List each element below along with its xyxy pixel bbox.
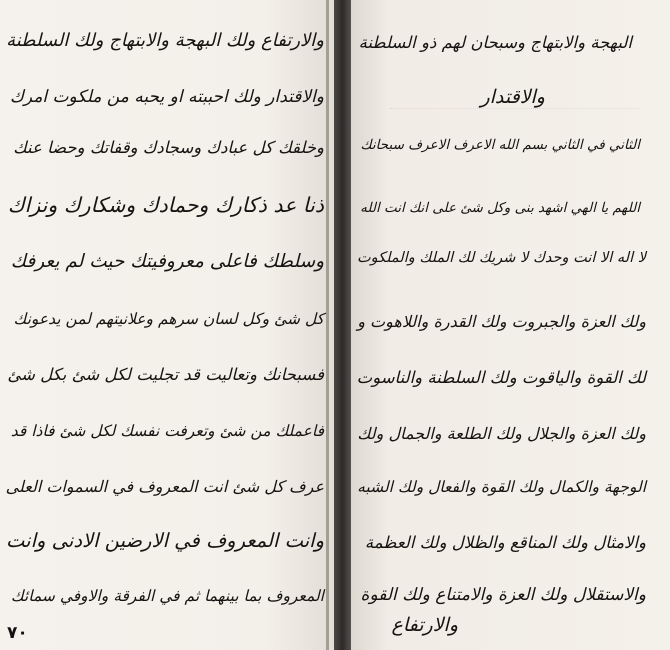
page-edge <box>326 0 329 650</box>
manuscript-line: ولك العزة والجبروت ولك القدرة واللاهوت و <box>357 312 646 331</box>
manuscript-line: لا اله الا انت وحدك لا شريك لك الملك والملكوت <box>356 250 646 266</box>
manuscript-line: وسلطك فاعلى معروفيتك حيث لم يعرفك <box>10 251 324 272</box>
manuscript-line: والاقتدار <box>480 86 545 108</box>
manuscript-line: والارتفاع <box>391 614 458 636</box>
manuscript-line: لك القوة والياقوت ولك السلطنة والناسوت <box>356 368 646 387</box>
manuscript-line: والارتفاع ولك البهجة والابتهاج ولك السلطنة <box>6 30 324 51</box>
manuscript-line: الوجهة والكمال ولك القوة والفعال ولك الشبه <box>357 478 646 496</box>
left-page <box>0 0 334 650</box>
manuscript-line: ولك العزة والجلال ولك الطلعة والجمال ولك <box>357 424 646 443</box>
manuscript-line: اللهم يا الهي اشهد بنى وكل شئ على انك انت الله <box>360 200 640 216</box>
manuscript-line: وخلقك كل عبادك وسجادك وقفاتك وحضا عنك <box>13 138 324 157</box>
right-page <box>351 0 670 650</box>
manuscript-line: فاعملك من شئ وتعرفت نفسك لكل شئ فاذا قد <box>10 422 324 440</box>
manuscript-line: والاقتدار ولك احببته او يحبه من ملكوت امرك <box>9 87 324 107</box>
manuscript-line: البهجة والابتهاج وسبحان لهم ذو السلطنة <box>358 33 632 52</box>
manuscript-line: وانت المعروف في الارضين الادنى وانت <box>6 529 324 552</box>
manuscript-line: ذنا عد ذكارك وحمادك وشكارك ونزاك <box>7 193 324 217</box>
page-number: ٧٠ <box>7 623 28 643</box>
manuscript-line: فسبحانك وتعاليت قد تجليت لكل شئ بكل شئ <box>7 365 324 384</box>
manuscript-line: والامثال ولك المناقع والظلال ولك العظمة <box>364 533 646 552</box>
manuscript-line: كل شئ وكل لسان سرهم وعلانيتهم لمن يدعونك <box>13 310 324 328</box>
manuscript-line: الثاني في الثاني بسم الله الاعرف الاعرف سبحانك <box>360 137 640 153</box>
manuscript-line: والاستقلال ولك العزة والامتناع ولك القوة <box>360 585 646 605</box>
manuscript-line: عرف كل شئ انت المعروف في السموات العلى <box>5 477 324 496</box>
manuscript-line: المعروف بما بينهما ثم في الفرقة والاوفي سمائك <box>10 587 324 605</box>
book-gutter <box>334 0 351 650</box>
